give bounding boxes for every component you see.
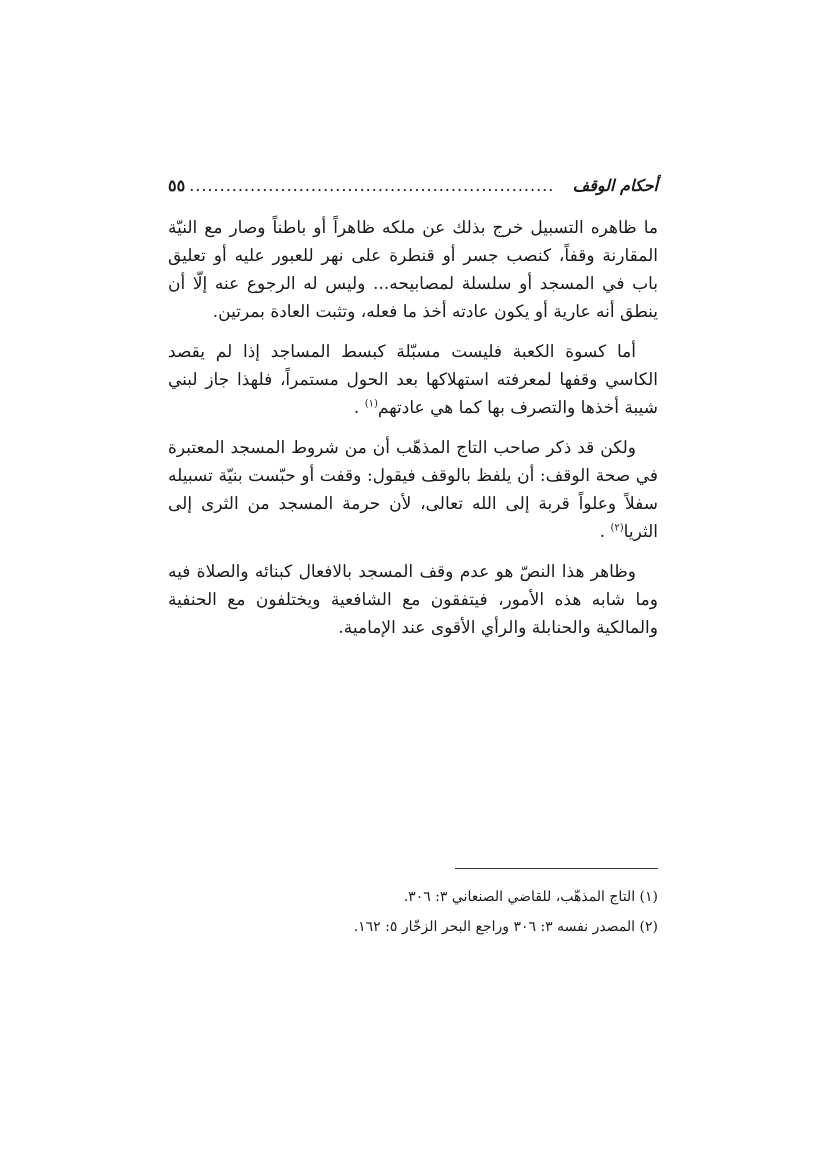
paragraph: [168, 558, 658, 642]
body-text: [168, 214, 658, 654]
paragraph: [168, 338, 658, 422]
dot-leader: ............................................................: [189, 176, 555, 195]
running-title: أحكام الوقف: [572, 176, 658, 195]
footnotes: [168, 882, 658, 942]
paragraph-tail: .: [599, 522, 611, 542]
footnote-separator: [455, 868, 658, 869]
footnote: (٢) المصدر نفسه ٣: ٣٠٦ وراجع البحر الزخّار ٥: ١٦٢.: [353, 919, 658, 935]
footnote: (١) التاج المذهّب، للقاضي الصنعاني ٣: ٣٠٦.: [403, 889, 658, 905]
footnote-reference[interactable]: (١): [364, 398, 378, 410]
paragraph: [168, 434, 658, 546]
paragraph: [168, 214, 658, 326]
page-number: ٥٥: [168, 176, 186, 195]
running-header: [168, 176, 658, 200]
footnote-reference[interactable]: (٢): [610, 522, 624, 534]
paragraph-text: وظاهر هذا النصّ هو عدم وقف المسجد بالافعال كبنائه والصلاة فيه وما شابه هذه الأمور، فيتفقون مع الشافعية ويختلفون مع الحنفية والمالكية والحنابلة والرأي الأقوى عند الإمامية.: [168, 562, 658, 638]
paragraph-text: ولكن قد ذكر صاحب التاج المذهّب أن من شروط المسجد المعتبرة في صحة الوقف: أن يلفظ بالوقف فيقول: وقفت أو حبّست بنيّة تسبيله سفلاً وعلواً قربة إلى الله تعالى، لأن حرمة المسجد من الثرى إلى الثريا: [168, 438, 658, 542]
paragraph-text: أما كسوة الكعبة فليست مسبّلة كبسط المساجد إذا لم يقصد الكاسي وقفها لمعرفته استهلاكها بعد الحول مستمراً، فلهذا جاز لبني شيبة أخذها والتصرف بها كما هي عادتهم: [168, 342, 658, 418]
paragraph-tail: .: [353, 398, 365, 418]
paragraph-text: ما ظاهره التسبيل خرج بذلك عن ملكه ظاهراً أو باطناً وصار مع النيّة المقارنة وقفاً، كنصب جسر أو قنطرة على نهر للعبور عليه أو تعليق باب في المسجد أو سلسلة لمصابيحه... وليس له الرجوع عنه إلّا أن ينطق أنه عارية أو يكون عادته أخذ ما فعله، وتثبت العادة بمرتين.: [168, 218, 658, 322]
